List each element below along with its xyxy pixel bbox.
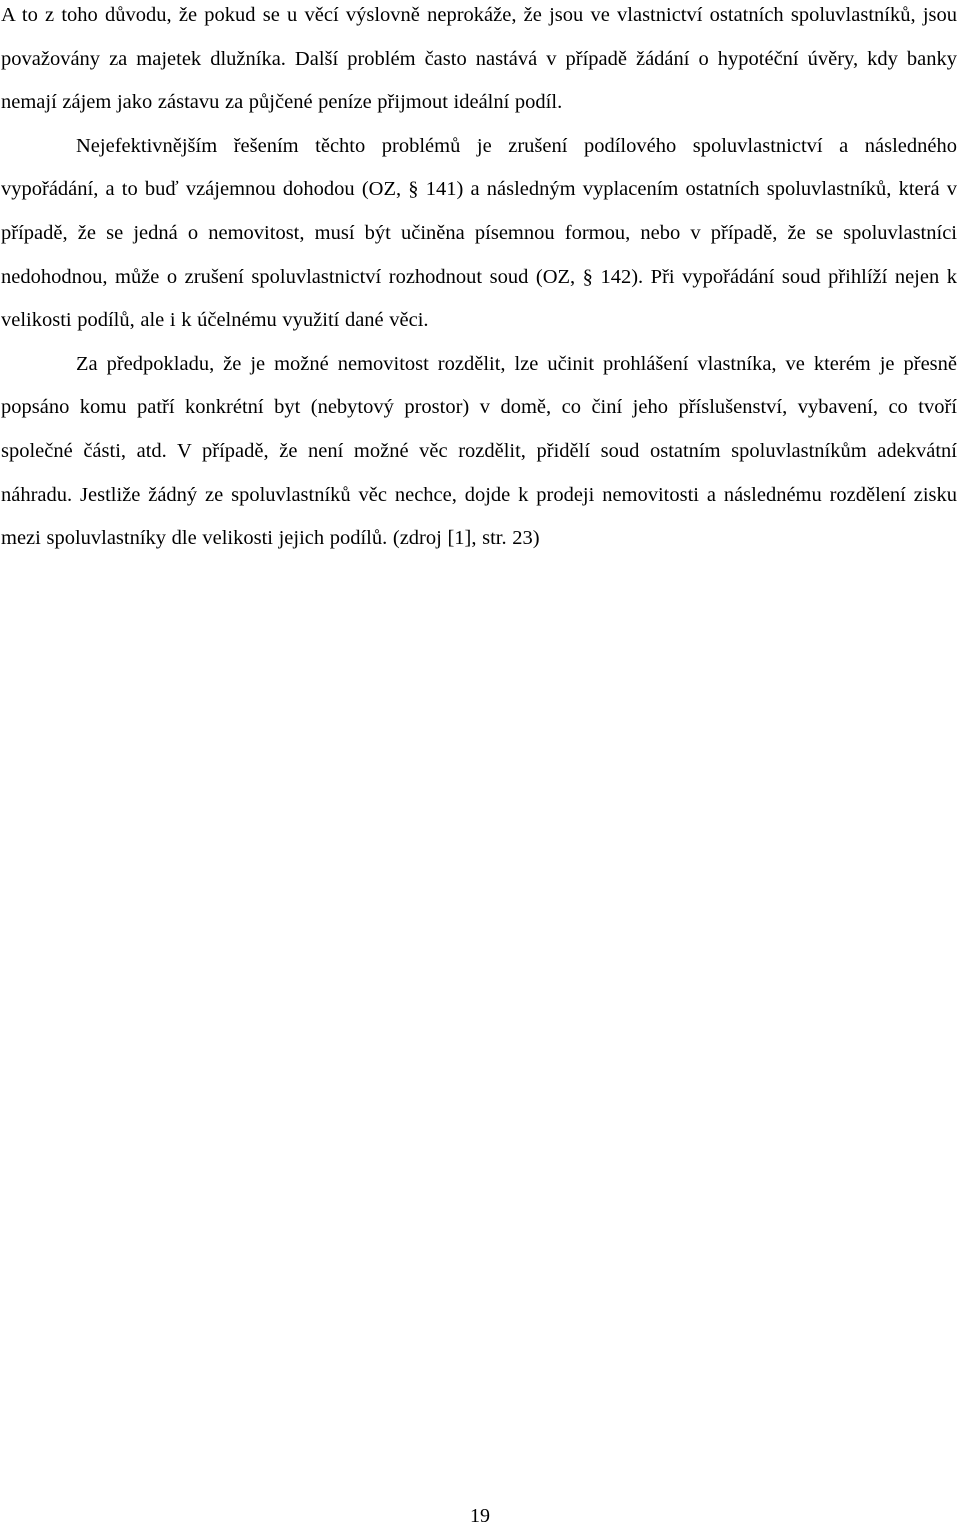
paragraph-division: Za předpokladu, že je možné nemovitost rozdělit, lze učinit prohlášení vlastníka, ve kterém je přesně popsáno komu patří konkrétní byt (nebytový prostor) v domě, co činí jeho příslušenství, vybavení, co tvoří společné části, atd. V případě, že není možné věc rozdělit, přidělí soud ostatním spoluvlastníkům adekvátní náhradu. Jestliže žádný ze spoluvlastníků věc nechce, dojde k prodeji nemovitosti a následnému rozdělení zisku mezi spoluvlastníky dle velikosti jejich podílů. (zdroj [1], str. 23) — [1, 352, 957, 550]
document-body — [1, 0, 957, 561]
page-number: 19 — [470, 1505, 490, 1527]
paragraph-dissolution: Nejefektivnějším řešením těchto problémů je zrušení podílového spoluvlastnictví a následného vypořádání, a to buď vzájemnou dohodou (OZ, § 141) a následným vyplacením ostatních spoluvlastníků, která v případě, že se jedná o nemovitost, musí být učiněna písemnou formou, nebo v případě, že se spoluvlastníci nedohodnou, může o zrušení spoluvlastnictví rozhodnout soud (OZ, § 142). Při vypořádání soud přihlíží nejen k velikosti podílů, ale i k účelnému využití dané věci. — [1, 134, 957, 332]
paragraph-continued: A to z toho důvodu, že pokud se u věcí výslovně neprokáže, že jsou ve vlastnictví ostatních spoluvlastníků, jsou považovány za majetek dlužníka. Další problém často nastává v případě žádání o hypotéční úvěry, kdy banky nemají zájem jako zástavu za půjčené peníze přijmout ideální podíl. — [1, 4, 957, 114]
